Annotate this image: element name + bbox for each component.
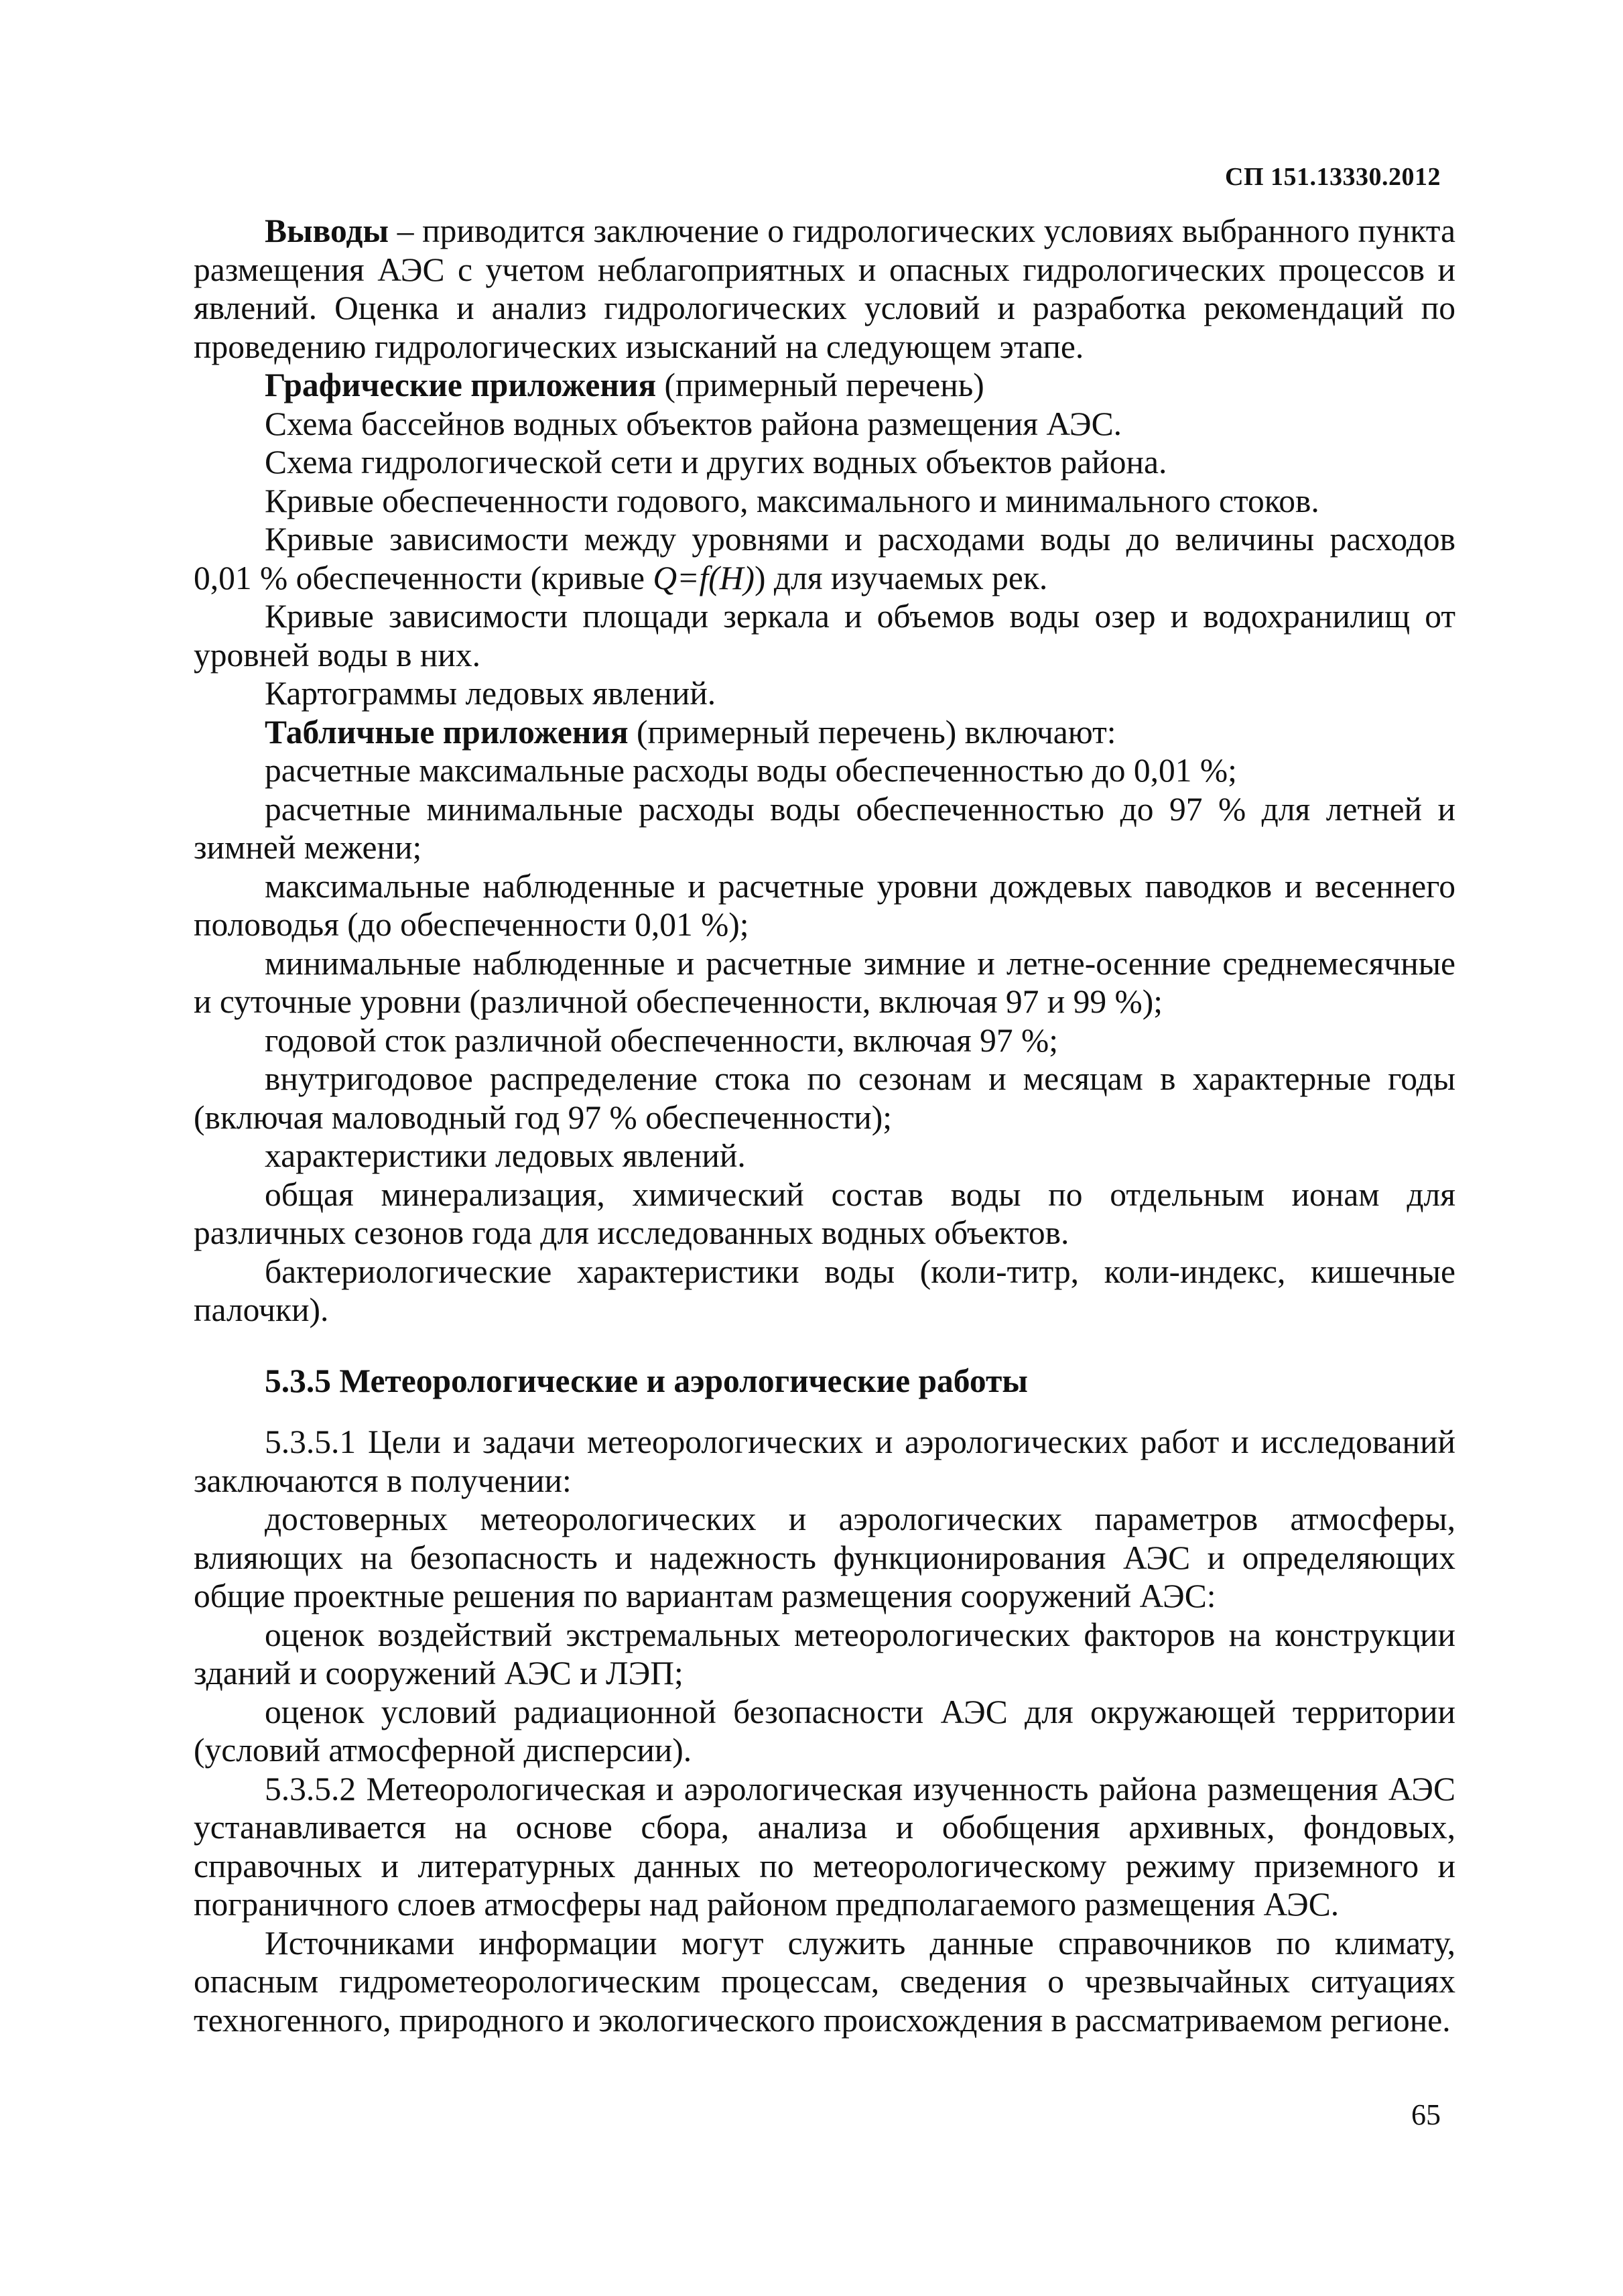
graphic-item: Кривые зависимости площади зеркала и объемов воды озер и водохранилищ от уровней воды в них. — [194, 598, 1455, 674]
section-paragraph-2: 5.3.5.2 Метеорологическая и аэрологическая изученность района размещения АЭС устанавливается на основе сбора, анализа и обобщения архивных, фондовых, справочных и литературных данных по метеорологическому режиму приземного и пограничного слоев атмосферы над районом предполагаемого размещения АЭС. — [194, 1770, 1455, 1923]
table-item: внутригодовое распределение стока по сезонам и месяцам в характерные годы (включая маловодный год 97 % обеспеченности); — [194, 1060, 1455, 1136]
conclusions-paragraph — [194, 212, 1455, 366]
graphic-item-curves — [194, 520, 1455, 597]
section-paragraph-3: Источниками информации могут служить данные справочников по климату, опасным гидрометеорологическим процессам, сведения о чрезвычайных ситуациях техногенного, природного и экологического происхождения в рассматриваемом регионе. — [194, 1924, 1455, 2039]
conclusions-label: Выводы — [265, 212, 389, 249]
document-code: СП 151.13330.2012 — [1225, 163, 1441, 191]
table-item: общая минерализация, химический состав воды по отдельным ионам для различных сезонов года для исследованных водных объектов. — [194, 1175, 1455, 1251]
table-item: бактериологические характеристики воды (коли-титр, коли-индекс, кишечные палочки). — [194, 1253, 1455, 1328]
graphic-item: Схема бассейнов водных объектов района размещения АЭС. — [265, 405, 1122, 442]
section-item: оценок воздействий экстремальных метеорологических факторов на конструкции зданий и сооружений АЭС и ЛЭП; — [194, 1616, 1455, 1692]
curves-text-pre: Кривые зависимости между уровнями и расходами воды до величины расходов 0,01 % обеспеченности (кривые — [194, 521, 1455, 596]
table-item: минимальные наблюденные и расчетные зимние и летне-осенние среднемесячные и суточные уровни (различной обеспеченности, включая 97 и 99 %); — [194, 944, 1455, 1020]
curves-formula: Q=f(H) — [653, 559, 755, 596]
page-number: 65 — [1411, 2098, 1441, 2131]
graphic-appendices-heading — [194, 366, 1455, 405]
table-appendices-suffix: (примерный перечень) включают: — [628, 713, 1116, 751]
graphic-item: Схема гидрологической сети и других водных объектов района. — [265, 444, 1167, 481]
graphic-appendices-label: Графические приложения — [265, 367, 657, 403]
graphic-item: Кривые обеспеченности годового, максимального и минимального стоков. — [265, 482, 1319, 519]
table-item: расчетные минимальные расходы воды обеспеченностью до 97 % для летней и зимней межени; — [194, 790, 1455, 866]
section-item: достоверных метеорологических и аэрологических параметров атмосферы, влияющих на безопасность и надежность функционирования АЭС и определяющих общие проектные решения по вариантам размещения сооружений АЭС: — [194, 1501, 1455, 1614]
table-appendices-label: Табличные приложения — [265, 713, 629, 751]
section-paragraph-1: 5.3.5.1 Цели и задачи метеорологических и аэрологических работ и исследований заключаются в получении: — [194, 1423, 1455, 1499]
section-item: оценок условий радиационной безопасности АЭС для окружающей территории (условий атмосферной дисперсии). — [194, 1693, 1455, 1769]
graphic-appendices-suffix: (примерный перечень) — [656, 367, 984, 403]
conclusions-text: – приводится заключение о гидрологических условиях выбранного пункта размещения АЭС с учетом неблагоприятных и опасных гидрологических процессов и явлений. Оценка и анализ гидрологических условий и разработка рекомендаций по проведению гидрологических изысканий на следующем этапе. — [194, 212, 1455, 365]
page-content — [194, 212, 1455, 2039]
section-title: 5.3.5 Метеорологические и аэрологические работы — [265, 1362, 1028, 1399]
graphic-item: Картограммы ледовых явлений. — [265, 675, 716, 712]
table-appendices-heading — [194, 713, 1455, 752]
table-item: характеристики ледовых явлений. — [265, 1137, 746, 1174]
table-item: расчетные максимальные расходы воды обеспеченностью до 0,01 %; — [265, 752, 1237, 789]
table-item: годовой сток различной обеспеченности, включая 97 %; — [265, 1021, 1059, 1059]
table-item: максимальные наблюденные и расчетные уровни дождевых паводков и весеннего половодья (до обеспеченности 0,01 %); — [194, 867, 1455, 943]
curves-text-post: ) для изучаемых рек. — [754, 559, 1048, 596]
